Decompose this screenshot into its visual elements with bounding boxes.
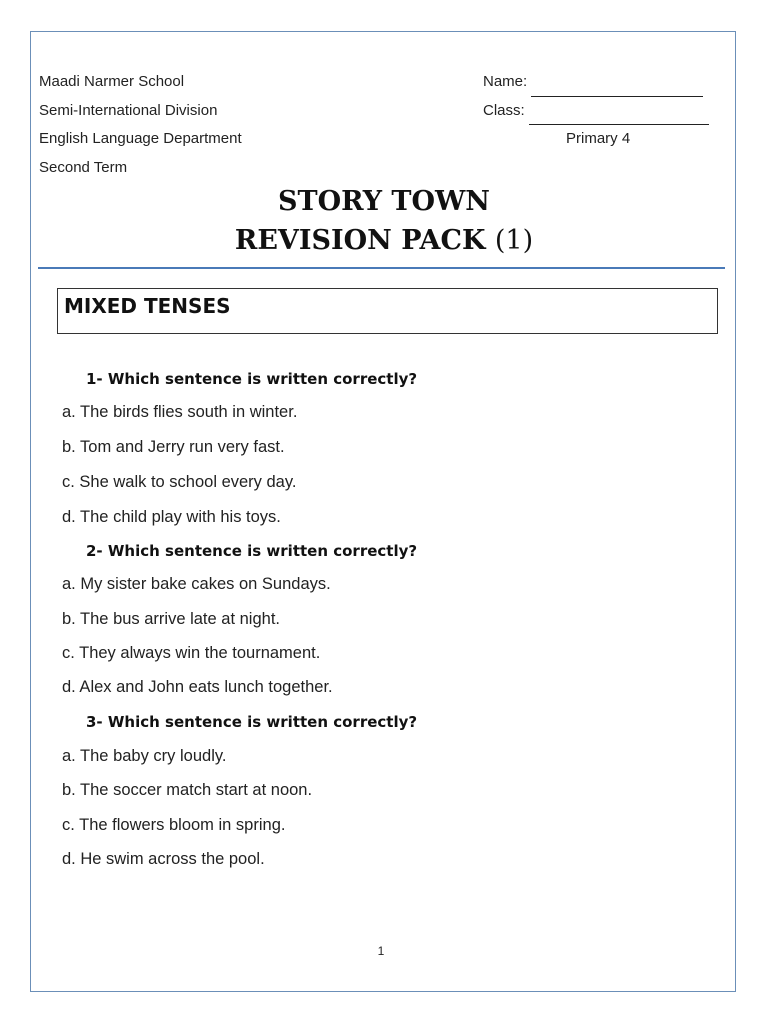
class-blank[interactable]	[529, 110, 709, 125]
name-label: Name:	[483, 73, 528, 90]
question-1-option-d[interactable]: d. The child play with his toys.	[62, 508, 281, 526]
name-blank[interactable]	[531, 82, 703, 97]
student-info	[483, 68, 723, 154]
department-name: English Language Department	[39, 130, 242, 147]
class-line	[483, 97, 723, 126]
question-1-option-b[interactable]: b. Tom and Jerry run very fast.	[62, 438, 285, 456]
page-number: 1	[377, 944, 385, 958]
section-header-box	[57, 288, 718, 334]
question-3-prompt: 3- Which sentence is written correctly?	[86, 713, 418, 731]
name-line	[483, 68, 723, 97]
question-2-option-b[interactable]: b. The bus arrive late at night.	[62, 610, 280, 628]
question-1-option-a[interactable]: a. The birds flies south in winter.	[62, 403, 298, 421]
question-3-option-b[interactable]: b. The soccer match start at noon.	[62, 781, 313, 799]
division-name: Semi-International Division	[39, 101, 218, 119]
question-3-option-d[interactable]: d. He swim across the pool.	[62, 850, 265, 868]
header-divider	[38, 267, 725, 269]
question-3-option-a[interactable]: a. The baby cry loudly.	[62, 747, 227, 765]
section-title: MIXED TENSES	[64, 294, 231, 318]
document-title: STORY TOWN	[277, 186, 490, 217]
class-label: Class:	[483, 101, 525, 119]
subtitle-text: REVISION PACK	[234, 225, 486, 256]
subtitle-number: (1)	[494, 225, 534, 256]
question-2-option-d[interactable]: d. Alex and John eats lunch together.	[62, 678, 333, 696]
term-label: Second Term	[39, 158, 128, 176]
question-2-option-c[interactable]: c. They always win the tournament.	[62, 644, 321, 662]
grade-label: Primary 4	[566, 130, 631, 147]
question-2-prompt: 2- Which sentence is written correctly?	[86, 542, 418, 560]
question-1-option-c[interactable]: c. She walk to school every day.	[62, 473, 297, 491]
school-info	[39, 68, 242, 182]
document-subtitle	[0, 225, 768, 256]
question-2-option-a[interactable]: a. My sister bake cakes on Sundays.	[62, 575, 331, 593]
question-1-prompt: 1- Which sentence is written correctly?	[86, 370, 418, 388]
school-name: Maadi Narmer School	[39, 73, 185, 90]
question-3-option-c[interactable]: c. The flowers bloom in spring.	[62, 816, 286, 834]
